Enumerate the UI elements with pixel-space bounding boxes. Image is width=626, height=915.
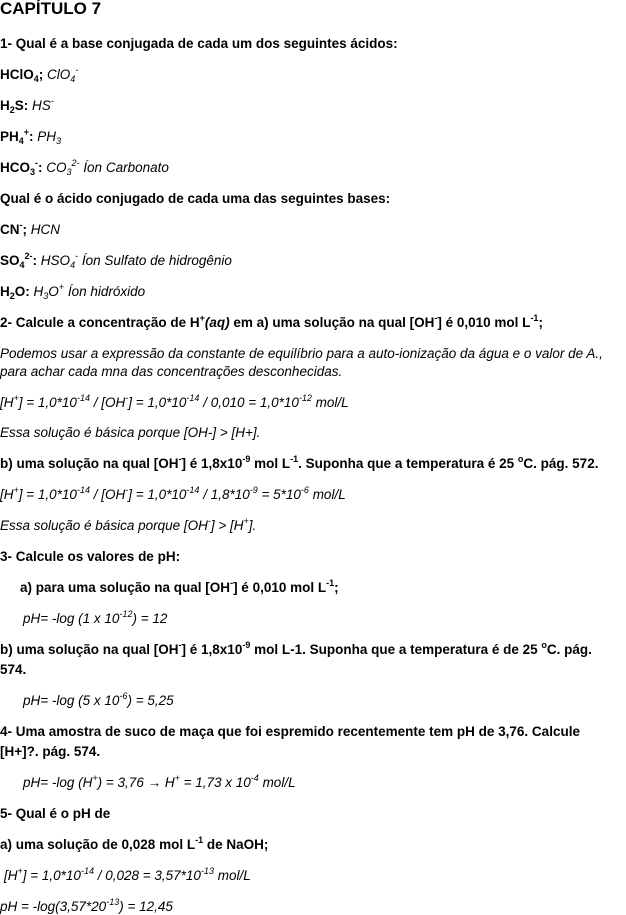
- chapter-title: CAPÍTULO 7: [0, 0, 102, 18]
- question-2-title: 2- Calcule a concentração de H+(aq) em a) uma solução na qual [OH-] é 0,010 mol $L^{-1}$;: [0, 313, 543, 330]
- q2-part-b-title: b) uma solução na qual [OH-] é $1,8x10^{-9}$ mol $L^{-1}$. Suponha que a temperatura é 25 $^o$C. pág. 572.: [0, 454, 599, 471]
- q5-equation-1: $[H^+] = 1,0*10^{-14} / 0,028 = 3,57*10^{-13}$ mol/L: [4, 866, 251, 883]
- q1-item-2: $H_2S$: HS-: [0, 96, 54, 115]
- q2-basic-statement-1: Essa solução é básica porque [OH-] > [H+].: [0, 425, 261, 440]
- q2-equation-1: $[H^+] = 1,0*10^{-14} / [OH^-] = 1,0*10^{-14} / 0,010 = 1,0*10^{-12}$ mol/L: [0, 393, 349, 410]
- question-5-title: 5- Qual é o pH de: [0, 806, 111, 821]
- q4-equation: pH= -log (H+) = 3,76 → H+ = 1,73 x $10^{-4}$ mol/L: [23, 773, 296, 790]
- q3-part-a-title: a) para uma solução na qual [OH-] é 0,010 mol $L^{-1}$;: [20, 578, 339, 595]
- q5-part-a-title: a) uma solução de 0,028 mol $L^{-1}$ de NaOH;: [0, 835, 269, 852]
- q2-basic-statement-2: Essa solução é básica porque [OH-] > [H+].: [0, 516, 257, 533]
- q1b-item-2: $SO_4^{2-}$: $HSO_4^-$ Íon Sulfato de hidrogênio: [0, 251, 232, 270]
- q3-part-b-title: b) uma solução na qual [OH-] é $1,8x10^{-9}$ mol L-1. Suponha que a temperatura é de 25 $^o$C. pág.: [0, 640, 592, 657]
- q1-item-1: HClO$_4$; ClO$_4$-: [0, 65, 79, 84]
- q1-item-3: $PH_4^+$: $PH_3$: [0, 127, 62, 146]
- question-4-title-cont: [H+]?. pág. 574.: [0, 744, 101, 759]
- q2-equation-2: $[H^+] = 1,0*10^{-14} / [OH^-] = 1,0*10^{-14} / 1,8*10^{-9} = 5*10^{-6}$ mol/L: [0, 485, 346, 502]
- question-4-title: 4- Uma amostra de suco de maça que foi espremido recentemente tem pH de 3,76. Calcule: [0, 724, 580, 739]
- q1-item-4: $HCO_3^-$: $CO_3^{2-}$ Íon Carbonato: [0, 158, 169, 177]
- question-1b-title: Qual é o ácido conjugado de cada uma das seguintes bases:: [0, 191, 391, 206]
- q1b-item-3: $H_2O$: $H_3O^+$ Íon hidróxido: [0, 282, 146, 301]
- q1b-item-1: CN-; HCN: [0, 220, 60, 237]
- q3-ph-a: pH= -log (1 x $10^{-12}) = 12$: [23, 609, 168, 626]
- q5-equation-2: pH = $-\log(3,57*20^{-13}) = 12,45$: [0, 897, 173, 914]
- question-1-title: 1- Qual é a base conjugada de cada um dos seguintes ácidos:: [0, 36, 398, 51]
- question-3-title: 3- Calcule os valores de pH:: [0, 549, 181, 564]
- q3-ph-b: pH= -log (5 x $10^{-6}) = 5,25$: [23, 691, 174, 708]
- q2-explanation: Podemos usar a expressão da constante de equilíbrio para a auto-ionização da água e o valor de A., para achar cada mna das concentrações desconhecidas.: [0, 346, 603, 379]
- q3-part-b-title-cont: 574.: [0, 662, 27, 677]
